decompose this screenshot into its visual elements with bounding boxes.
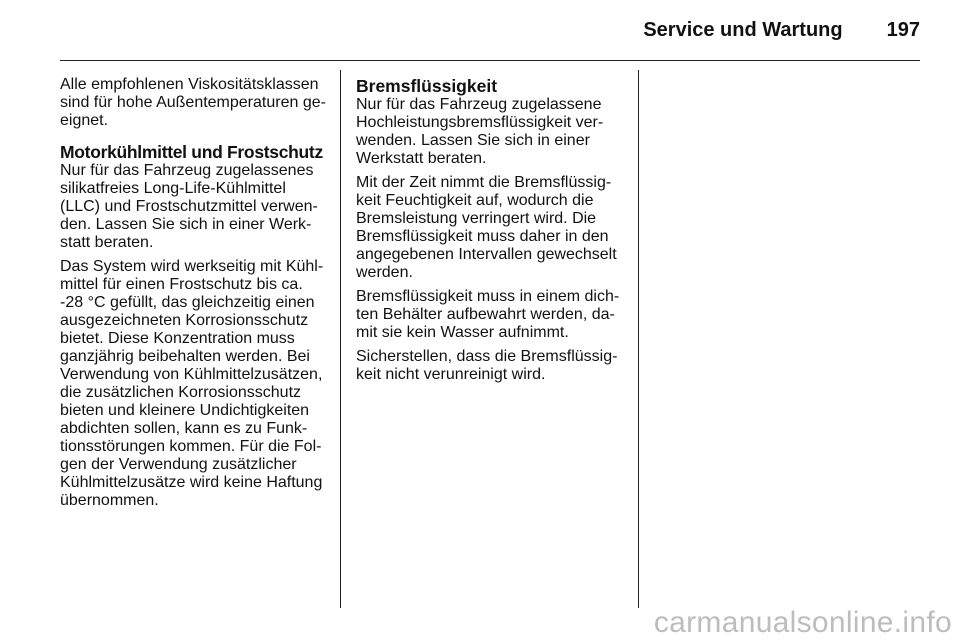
text-line: Nur für das Fahrzeug zugelassene: [356, 96, 602, 113]
text-line: bieten und kleinere Undichtigkeiten: [60, 402, 310, 419]
brake-fluid-paragraph-4: [356, 348, 626, 384]
text-line: abdichten sollen, kann es zu Funk-: [60, 420, 308, 437]
text-line: Bremsflüssigkeit muss daher in den: [356, 228, 609, 245]
text-line: statt beraten.: [60, 234, 154, 251]
text-line: ganzjährig beibehalten werden. Bei: [60, 348, 310, 365]
column-divider-1: [340, 70, 341, 608]
brake-fluid-paragraph-1: [356, 96, 626, 168]
text-line: Mit der Zeit nimmt die Bremsflüssig-: [356, 174, 612, 191]
section-title: Service und Wartung: [643, 19, 843, 41]
text-line: übernommen.: [60, 492, 159, 509]
text-line: die zusätzlichen Korrosionsschutz: [60, 384, 302, 401]
text-line: tionsstörungen kommen. Für die Fol-: [60, 438, 322, 455]
brake-fluid-heading: Bremsflüssigkeit: [356, 76, 498, 96]
brake-fluid-paragraph-2: [356, 174, 626, 282]
text-line: den. Lassen Sie sich in einer Werk-: [60, 216, 312, 233]
text-line: sind für hohe Außentemperaturen ge-: [60, 94, 326, 111]
coolant-heading: Motorkühlmittel und Frostschutz: [60, 142, 323, 162]
brake-fluid-paragraph-3: [356, 288, 626, 342]
text-line: Hochleistungsbremsflüssigkeit ver-: [356, 114, 604, 131]
text-line: keit Feuchtigkeit auf, wodurch die: [356, 192, 594, 209]
text-line: Bremsflüssigkeit muss in einem dich-: [356, 288, 620, 305]
coolant-paragraph-2: [60, 258, 328, 510]
text-line: eignet.: [60, 112, 109, 129]
header-divider: [60, 60, 920, 61]
page-header: [60, 16, 920, 44]
text-line: Das System wird werkseitig mit Kühl-: [60, 258, 324, 275]
text-line: Bremsleistung verringert wird. Die: [356, 210, 597, 227]
text-line: werden.: [356, 264, 413, 281]
text-line: silikatfreies Long-Life-Kühlmittel: [60, 180, 286, 197]
text-line: Kühlmittelzusätze wird keine Haftung: [60, 474, 323, 491]
intro-paragraph: [60, 76, 328, 130]
text-line: mittel für einen Frostschutz bis ca.: [60, 276, 303, 293]
text-line: gen der Verwendung zusätzlicher: [60, 456, 297, 473]
text-line: ten Behälter aufbewahrt werden, da-: [356, 306, 615, 323]
text-line: mit sie kein Wasser aufnimmt.: [356, 324, 569, 341]
text-line: (LLC) und Frostschutzmittel verwen-: [60, 198, 318, 215]
page-number: 197: [886, 19, 920, 41]
coolant-paragraph-1: [60, 162, 328, 252]
column-1: [60, 76, 328, 516]
text-line: ausgezeichneten Korrosionsschutz: [60, 312, 309, 329]
text-line: angegebenen Intervallen gewechselt: [356, 246, 617, 263]
text-line: Alle empfohlenen Viskositätsklassen: [60, 76, 319, 93]
column-divider-2: [638, 70, 639, 608]
text-line: -28 °C gefüllt, das gleichzeitig einen: [60, 294, 315, 311]
text-line: Verwendung von Kühlmittelzusätzen,: [60, 366, 323, 383]
text-line: Sicherstellen, dass die Bremsflüssig-: [356, 348, 618, 365]
text-line: Werkstatt beraten.: [356, 150, 487, 167]
text-line: keit nicht verunreinigt wird.: [356, 366, 546, 383]
text-line: Nur für das Fahrzeug zugelassenes: [60, 162, 314, 179]
text-line: wenden. Lassen Sie sich in einer: [356, 132, 590, 149]
watermark: carmanualsonline.info: [653, 606, 952, 639]
column-2: [356, 76, 626, 390]
text-line: bietet. Diese Konzentration muss: [60, 330, 295, 347]
